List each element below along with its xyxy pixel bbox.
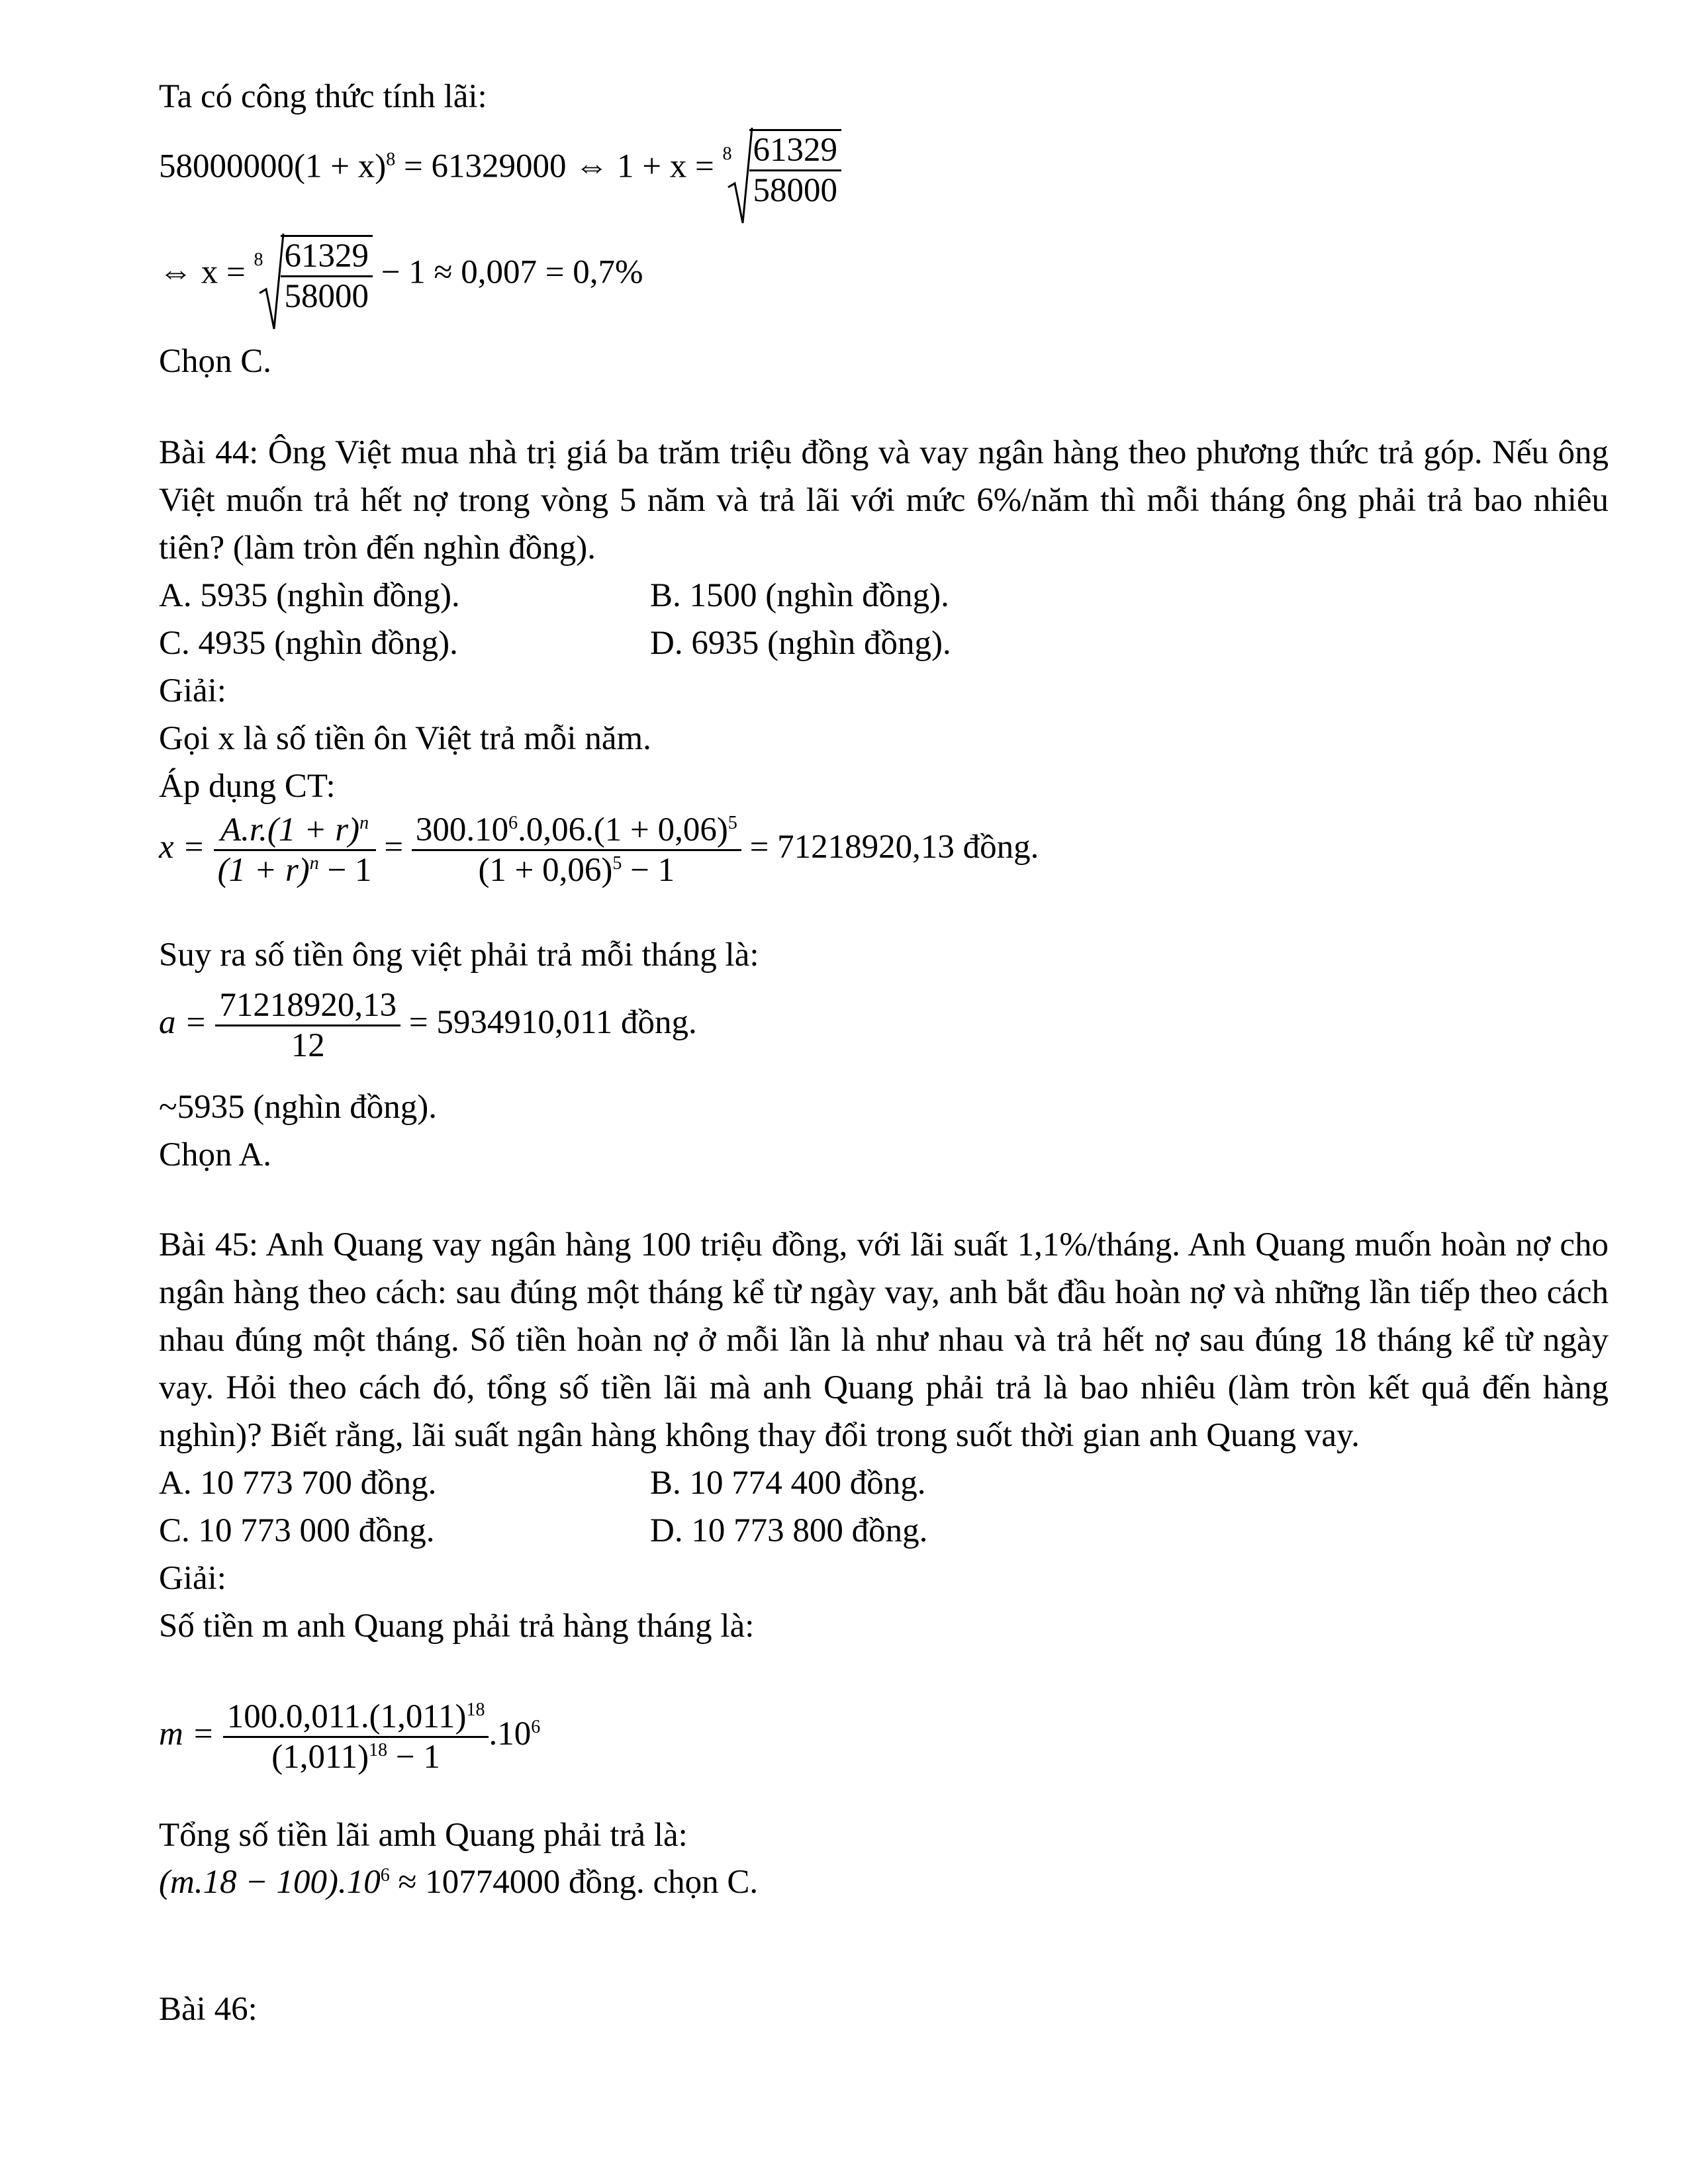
bai44-option-a: A. 5935 (nghìn đồng). <box>159 577 460 614</box>
equation-1: $58000000(1 + x)^8 = 61329000$ ⇔ 1 + x = 8 $\frac{61329}{58000}$ <box>159 129 841 210</box>
bai44-question: Bài 44: Ông Việt mua nhà trị giá ba trăm triệu đồng và vay ngân hàng theo phương thức trả góp. Nếu ông Việt muốn trả hết nợ trong vòng 5 năm và trả lãi với mức 6%/năm thì mỗi tháng ông phải trả bao nhiêu tiên? (làm tròn đến nghìn đồng). <box>159 434 1609 567</box>
bai46-title: Bài 46: <box>159 1991 258 2028</box>
bai45-block <box>159 1221 1609 1650</box>
bai44-formula-2: a = $\frac{71218920,13}{12}$ = 5934910,011 đồng. <box>159 987 697 1064</box>
bai45-option-b: B. 10 774 400 đồng. <box>650 1465 926 1502</box>
bai45-option-c: C. 10 773 000 đồng. <box>159 1512 435 1549</box>
bai45-option-d: D. 10 773 800 đồng. <box>650 1512 928 1549</box>
bai44-line-3-block <box>159 931 1609 979</box>
bai46-block <box>159 1985 1609 2033</box>
bai44-line-3: Suy ra số tiền ông việt phải trả mỗi tháng là: <box>159 936 759 974</box>
bai44-block <box>159 429 1609 810</box>
bai44-line-1: Gọi x là số tiền ôn Việt trả mỗi năm. <box>159 720 651 757</box>
bai44-solution-label: Giải: <box>159 672 226 709</box>
bai44-option-d: D. 6935 (nghìn đồng). <box>650 625 951 662</box>
bai44-option-b: B. 1500 (nghìn đồng). <box>650 577 949 614</box>
bai45-options-row-1 <box>159 1459 1609 1507</box>
bai45-line-2-block <box>159 1811 1609 1859</box>
eighth-root-2: 8 $\frac{61329}{58000}$ <box>254 235 373 316</box>
bai44-options-row-1 <box>159 572 1609 619</box>
intro-text: Ta có công thức tính lãi: <box>159 78 487 115</box>
bai44-line-4: ~5935 (nghìn đồng). <box>159 1089 437 1126</box>
choose-c-top: Chọn C. <box>159 343 272 380</box>
bai45-line-1: Số tiền m anh Quang phải trả hàng tháng là: <box>159 1608 755 1645</box>
bai45-question: Bài 45: Anh Quang vay ngân hàng 100 triệu đồng, với lãi suất 1,1%/tháng. Anh Quang muốn hoàn nợ cho ngân hàng theo cách: sau đúng một tháng kể từ ngày vay, anh bắt đầu hoàn nợ và những lần tiếp theo cách nhau đúng một tháng. Số tiền hoàn nợ ở mỗi lần là như nhau và trả hết nợ sau đúng 18 tháng kể từ ngày vay. Hỏi theo cách đó, tổng số tiền lãi mà anh Quang phải trả là bao nhiêu (làm tròn kết quả đến hàng nghìn)? Biết rằng, lãi suất ngân hàng không thay đổi trong suốt thời gian anh Quang vay. <box>159 1226 1609 1454</box>
bai45-solution-label: Giải: <box>159 1560 226 1597</box>
bai44-choose: Chọn A. <box>159 1136 272 1173</box>
radical-sign-icon <box>258 232 285 332</box>
bai45-line-2: Tổng số tiền lãi amh Quang phải trả là: <box>159 1817 688 1854</box>
bai45-formula-1: m = $\frac{100.0,011.(1,011)^{18}}{(1,011)^{18} - 1}$ $.10^6$ <box>159 1698 541 1776</box>
radical-sign-icon <box>727 126 753 226</box>
bai44-tail <box>159 1083 1609 1179</box>
bai45-formula-2: $(m.18 - 100).10^6 \approx 10774000$ đồng. chọn C. <box>159 1864 759 1901</box>
equation-2: ⇔ x = 8 $\frac{61329}{58000}$ − 1 ≈ 0,007 = 0,7% <box>159 235 643 316</box>
bai44-line-2: Áp dụng CT: <box>159 768 336 805</box>
bai45-option-a: A. 10 773 700 đồng. <box>159 1465 437 1502</box>
bai44-option-c: C. 4935 (nghìn đồng). <box>159 625 458 662</box>
bai44-formula-1: x = $\frac{A.r.(1 + r)^n}{(1 + r)^n - 1}$ = $\frac{300.10^6.0,06.(1 + 0,06)^5}{(1 + 0,06)^5 - 1}$ = 71218920,13 đồng. <box>159 811 1039 889</box>
bai45-options-row-2 <box>159 1507 1609 1555</box>
eighth-root-1: 8 $\frac{61329}{58000}$ <box>723 129 842 210</box>
bai44-options-row-2 <box>159 619 1609 667</box>
